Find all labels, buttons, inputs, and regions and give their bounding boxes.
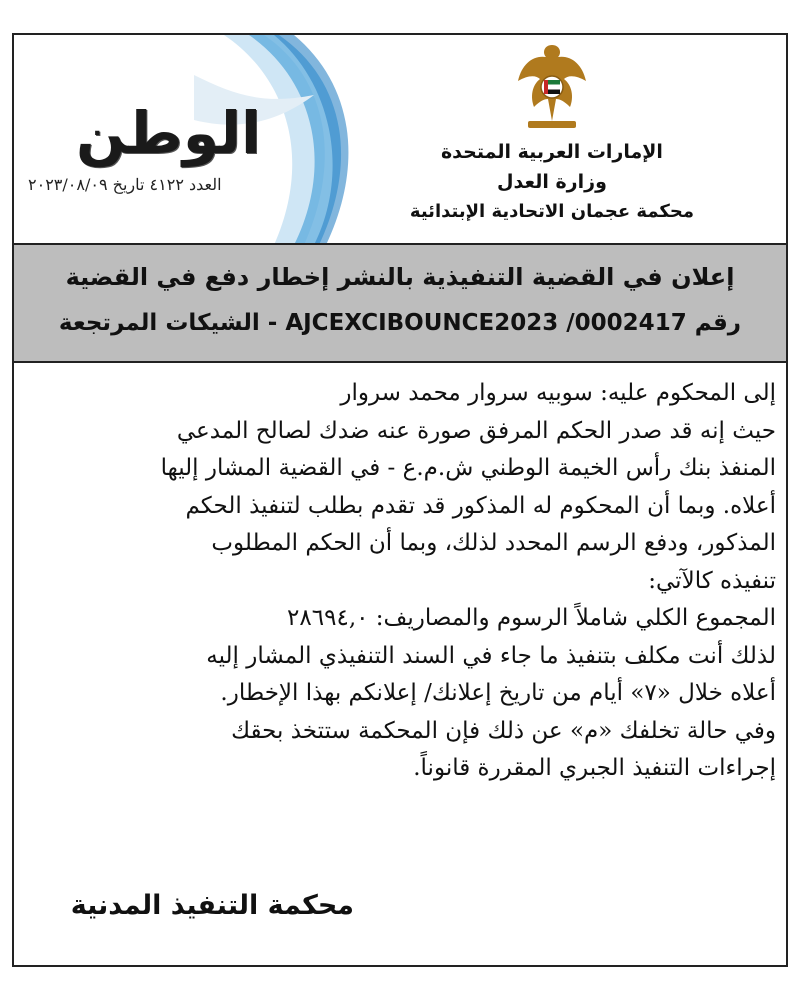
- court-signature: محكمة التنفيذ المدنية: [70, 890, 354, 921]
- court-name: محكمة عجمان الاتحادية الإبتدائية: [409, 201, 694, 222]
- title-line-1: إعلان في القضية التنفيذية بالنشر إخطار دفع في القضية: [65, 263, 735, 291]
- body-line: المجموع الكلي شاملاً الرسوم والمصاريف: ٢٨٦٩٤,٠: [287, 605, 776, 631]
- announcement-header: [14, 35, 786, 245]
- uae-eagle-emblem-icon: [514, 41, 590, 131]
- body-line: لذلك أنت مكلف بتنفيذ ما جاء في السند التنفيذي المشار إليه: [206, 642, 776, 669]
- title-line-2: رقم 0002417/ AJCEXCIBOUNCE2023 - الشيكات المرتجعة: [58, 310, 742, 336]
- body-line: تنفيذه كالآتي:: [648, 567, 776, 594]
- announcement-title-band: [14, 243, 786, 363]
- announcement-frame: [12, 33, 788, 967]
- body-line: وفي حالة تخلفك «م» عن ذلك فإن المحكمة ستتخذ بحقك: [231, 717, 776, 744]
- body-line: حيث إنه قد صدر الحكم المرفق صورة عنه ضدك لصالح المدعي: [176, 417, 776, 444]
- newspaper-logo: الوطن: [76, 99, 261, 167]
- country-name: الإمارات العربية المتحدة: [440, 141, 663, 163]
- body-line: المنفذ بنك رأس الخيمة الوطني ش.م.ع - في القضية المشار إليها: [160, 455, 776, 481]
- ministry-name: وزارة العدل: [497, 171, 607, 193]
- announcement-body: [24, 375, 776, 788]
- government-block: [410, 137, 694, 227]
- body-line: إجراءات التنفيذ الجبري المقررة قانوناً.: [413, 755, 776, 781]
- body-line: إلى المحكوم عليه: سوبيه سروار محمد سروار: [340, 380, 776, 406]
- body-line: أعلاه. وبما أن المحكوم له المذكور قد تقدم بطلب لتنفيذ الحكم: [185, 492, 776, 519]
- body-line: أعلاه خلال «٧» أيام من تاريخ إعلانك/ إعلانكم بهذا الإخطار.: [220, 680, 776, 706]
- issue-date-line: العدد ٤١٢٢ تاريخ ٢٠٢٣/٠٨/٠٩: [28, 175, 222, 194]
- body-line: المذكور، ودفع الرسم المحدد لذلك، وبما أن الحكم المطلوب: [211, 530, 776, 556]
